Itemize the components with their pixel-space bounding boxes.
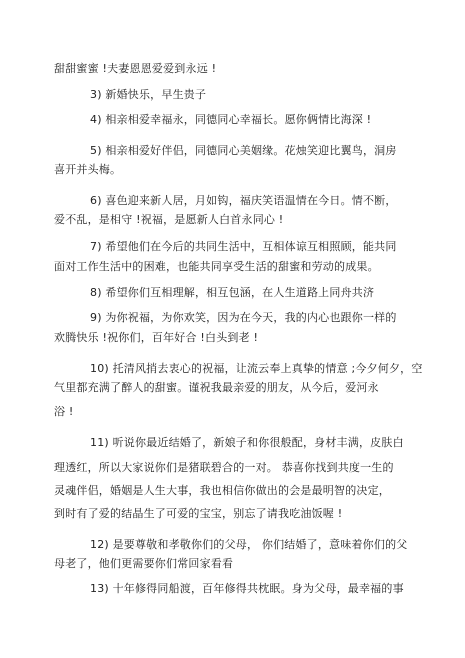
text-line: 4) 相亲相爱幸福永，同德同心幸福长。愿你俩情比海深 ! — [90, 113, 372, 126]
text-line: 理透红，所以大家说你们是猪联碧合的一对。 恭喜你找到共度一生的 — [54, 461, 394, 474]
text-line: 甜甜蜜蜜 !夫妻恩恩爱爱到永远 ! — [54, 62, 217, 75]
text-line: 灵魂伴侣，婚姻是人生大事，我也相信你做出的会是最明智的决定， — [54, 484, 390, 497]
text-line: 13) 十年修得同船渡，百年修得共枕眠。身为父母，最幸福的事 — [90, 582, 404, 595]
text-line: 11) 听说你最近结婚了，新娘子和你很般配，身材丰满，皮肤白 — [90, 436, 404, 449]
text-line: 面对工作生活中的困难，也能共同享受生活的甜蜜和劳动的成果。 — [54, 260, 379, 273]
text-line: 3) 新婚快乐，早生贵子 — [90, 88, 207, 101]
text-line: 浴 ! — [54, 405, 74, 418]
text-line: 母老了，他们更需要你们常回家看看 — [54, 557, 234, 570]
text-line: 到时有了爱的结晶生了可爱的宝宝，别忘了请我吃油饭喔 ! — [54, 507, 343, 520]
text-line: 气里都充满了醉人的甜蜜。谨祝我最亲爱的朋友，从今后，爱河永 — [54, 381, 379, 394]
text-line: 10) 托清风捎去衷心的祝福，让流云奉上真挚的情意 ;今夕何夕，空 — [90, 362, 423, 375]
text-line: 9) 为你祝福，为你欢笑，因为在今天，我的内心也跟你一样的 — [90, 311, 397, 324]
text-line: 欢腾快乐 !祝你们，百年好合 !白头到老 ! — [54, 331, 259, 344]
text-line: 6) 喜色迎来新人居，月如钩，福庆笑语温情在今日。情不断， — [90, 194, 397, 207]
text-line: 7) 希望他们在今后的共同生活中，互相体谅互相照顾，能共同 — [90, 240, 397, 253]
text-line: 5) 相亲相爱好伴侣，同德同心美姻缘。花烛笑迎比翼鸟，洞房 — [90, 144, 397, 157]
text-line: 爱不乱，是相守 !祝福，是愿新人白首永同心 ! — [54, 213, 284, 226]
text-line: 8) 希望你们互相理解，相互包涵，在人生道路上同舟共济 — [90, 286, 375, 299]
text-line: 12) 是要尊敬和孝敬你们的父母， 你们结婚了，意味着你们的父 — [90, 538, 408, 551]
text-line: 喜开并头梅。 — [54, 163, 122, 176]
